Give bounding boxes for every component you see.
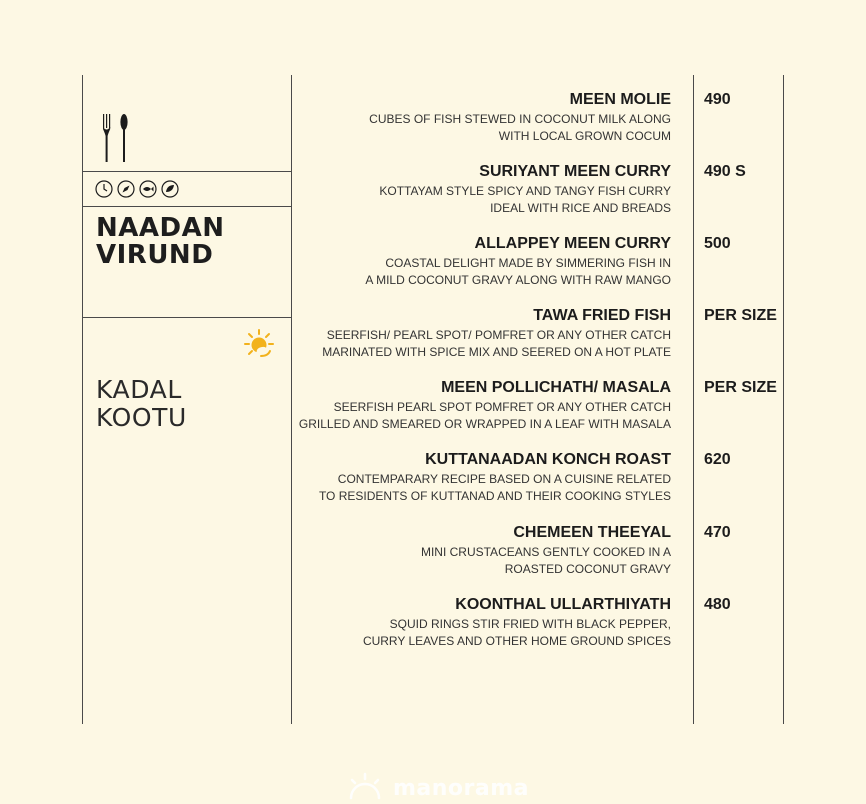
item-description-line-2: ROASTED COCONUT GRAVY — [504, 561, 671, 576]
menu-item — [300, 379, 800, 449]
menu-item — [300, 307, 800, 377]
compass-icon — [117, 180, 135, 198]
menu-item — [300, 596, 800, 666]
item-description — [379, 183, 671, 216]
watermark-sun-icon — [345, 772, 385, 804]
item-price: PER SIZE — [704, 379, 777, 396]
menu-item — [300, 235, 800, 305]
item-description — [365, 255, 671, 288]
item-name: SURIYANT MEEN CURRY — [479, 163, 671, 180]
subsection-title-line-1: KADAL — [96, 375, 182, 404]
item-description-line-2: GRILLED AND SMEARED OR WRAPPED IN A LEAF WITH MASALA — [298, 416, 671, 431]
section-title-line-1: NAADAN — [96, 213, 225, 243]
item-description-line-2: WITH LOCAL GROWN COCUM — [498, 128, 671, 143]
menu-item — [300, 163, 800, 233]
item-description-line-2: A MILD COCONUT GRAVY ALONG WITH RAW MANGO — [365, 272, 671, 287]
divider-left — [82, 75, 83, 724]
item-description-line-1: SEERFISH PEARL SPOT POMFRET OR ANY OTHER CATCH — [333, 400, 671, 414]
item-description — [363, 616, 671, 649]
item-price: 620 — [704, 451, 731, 468]
item-name: CHEMEEN THEEYAL — [513, 524, 671, 541]
item-price: 500 — [704, 235, 731, 252]
sun-icon — [243, 328, 277, 364]
item-description — [322, 327, 671, 360]
item-description-line-2: MARINATED WITH SPICE MIX AND SEERED ON A HOT PLATE — [322, 344, 671, 359]
item-description-line-1: COASTAL DELIGHT MADE BY SIMMERING FISH IN — [385, 256, 671, 270]
section-title — [96, 215, 224, 269]
section-title-line-2: VIRUND — [96, 240, 214, 270]
fish-icon — [139, 180, 157, 198]
item-price: PER SIZE — [704, 307, 777, 324]
item-description — [369, 111, 671, 144]
item-description-line-2: IDEAL WITH RICE AND BREADS — [490, 200, 671, 215]
item-name: MEEN MOLIE — [569, 91, 671, 108]
item-description — [421, 544, 671, 577]
cutlery-icon — [99, 112, 133, 168]
item-price: 470 — [704, 524, 731, 541]
item-name: KOONTHAL ULLARTHIYATH — [455, 596, 671, 613]
feature-icons — [95, 180, 179, 198]
watermark — [345, 772, 529, 804]
item-description-line-1: SEERFISH/ PEARL SPOT/ POMFRET OR ANY OTHER CATCH — [326, 328, 671, 342]
subsection-title-line-2: KOOTU — [96, 403, 187, 432]
leaf-icon — [161, 180, 179, 198]
item-description-line-2: CURRY LEAVES AND OTHER HOME GROUND SPICES — [362, 633, 671, 648]
item-price: 490 S — [704, 163, 746, 180]
menu-item — [300, 524, 800, 594]
divider-row-3 — [82, 317, 291, 318]
item-description-line-1: MINI CRUSTACEANS GENTLY COOKED IN A — [420, 545, 671, 559]
item-description — [319, 471, 671, 504]
watermark-text: manorama — [393, 775, 530, 801]
item-description-line-2: TO RESIDENTS OF KUTTANAD AND THEIR COOKING STYLES — [318, 488, 671, 503]
menu-item — [300, 451, 800, 521]
item-description — [299, 399, 671, 432]
divider-sidebar — [291, 75, 292, 724]
subsection-title — [96, 376, 187, 432]
item-price: 480 — [704, 596, 731, 613]
item-description-line-1: KOTTAYAM STYLE SPICY AND TANGY FISH CURRY — [379, 184, 671, 198]
item-description-line-1: CONTEMPARARY RECIPE BASED ON A CUISINE RELATED — [337, 472, 671, 486]
item-name: ALLAPPEY MEEN CURRY — [474, 235, 671, 252]
item-price: 490 — [704, 91, 731, 108]
menu-item — [300, 91, 800, 161]
item-name: MEEN POLLICHATH/ MASALA — [441, 379, 671, 396]
item-name: KUTTANAADAN KONCH ROAST — [425, 451, 671, 468]
item-name: TAWA FRIED FISH — [533, 307, 671, 324]
divider-row-1 — [82, 171, 291, 172]
divider-row-2 — [82, 206, 291, 207]
clock-icon — [95, 180, 113, 198]
item-description-line-1: CUBES OF FISH STEWED IN COCONUT MILK ALONG — [369, 112, 671, 126]
item-description-line-1: SQUID RINGS STIR FRIED WITH BLACK PEPPER, — [389, 617, 671, 631]
